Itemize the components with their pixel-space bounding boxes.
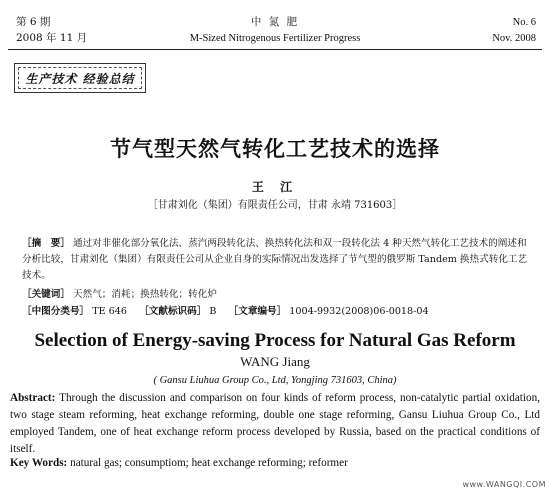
header-rule [8,49,542,50]
keywords-cn-tag: ［关键词］ [22,289,70,300]
doc-code-value: B [209,306,217,317]
journal-name-cn: 中 氮 肥 [250,16,300,28]
abstract-cn [22,236,528,284]
issue-date-cn: 2008 年 11 月 [16,32,88,44]
issue-number-en: No. 6 [512,17,536,28]
keywords-en-text: natural gas; consumptiom; heat exchange reforming; reformer [67,457,348,469]
watermark: www.WANGQI.COM [462,480,546,489]
column-label: 生产技术 经验总结 [25,72,135,86]
keywords-en [10,457,348,469]
affiliation-en: ( Gansu Liuhua Group Co., Ltd, Yongjing 731603, China) [153,375,397,386]
abstract-cn-text: 通过对非催化部分氧化法、蒸汽两段转化法、换热转化法和双一段转化法 4 种天然气转化工艺技术的阐述和分析比较，甘肃刘化（集团）有限责任公司从企业自身的实际情况出发选择了节气型的俄罗斯 Tandem 换热式转化工艺技术。 [22,238,528,281]
author-cn: 王 江 [251,180,299,194]
column-label-box [14,63,146,93]
affiliation-cn: ［甘肃刘化（集团）有限责任公司，甘肃 永靖 731603］ [147,200,403,211]
abstract-en [10,390,540,458]
clc-value: TE 646 [92,306,127,317]
article-title-cn: 节气型天然气转化工艺技术的选择 [110,137,440,161]
doc-code-tag: ［文献标识码］ [139,306,207,317]
keywords-en-tag: Key Words: [10,457,68,469]
issue-number-cn: 第 6 期 [16,16,51,28]
journal-name-en: M-Sized Nitrogenous Fertilizer Progress [189,33,361,44]
classification-line [22,303,429,317]
keywords-cn-text: 天然气；消耗；换热转化；转化炉 [73,289,217,300]
abstract-en-text: Through the discussion and comparison on four kinds of reform process, non-catalytic partial oxidation, two stage steam reforming, heat exchange reforming, double one stage reforming, Gansu Liuhua Group Co., Ltd employed Tandem, one of heat exchange reform process developed by Russia, based on the practical conditions of itself. [10,392,540,455]
abstract-en-tag: Abstract: [10,392,56,404]
clc-tag: ［中图分类号］ [22,306,90,317]
article-number-value: 1004-9932(2008)06-0018-04 [289,306,429,317]
article-title-en: Selection of Energy-saving Process for Natural Gas Reform [34,330,516,351]
issue-date-en: Nov. 2008 [492,33,536,44]
abstract-cn-tag: ［摘 要］ [22,238,70,249]
keywords-cn [22,286,217,300]
article-number-tag: ［文章编号］ [228,306,287,317]
author-en: WANG Jiang [240,354,310,369]
